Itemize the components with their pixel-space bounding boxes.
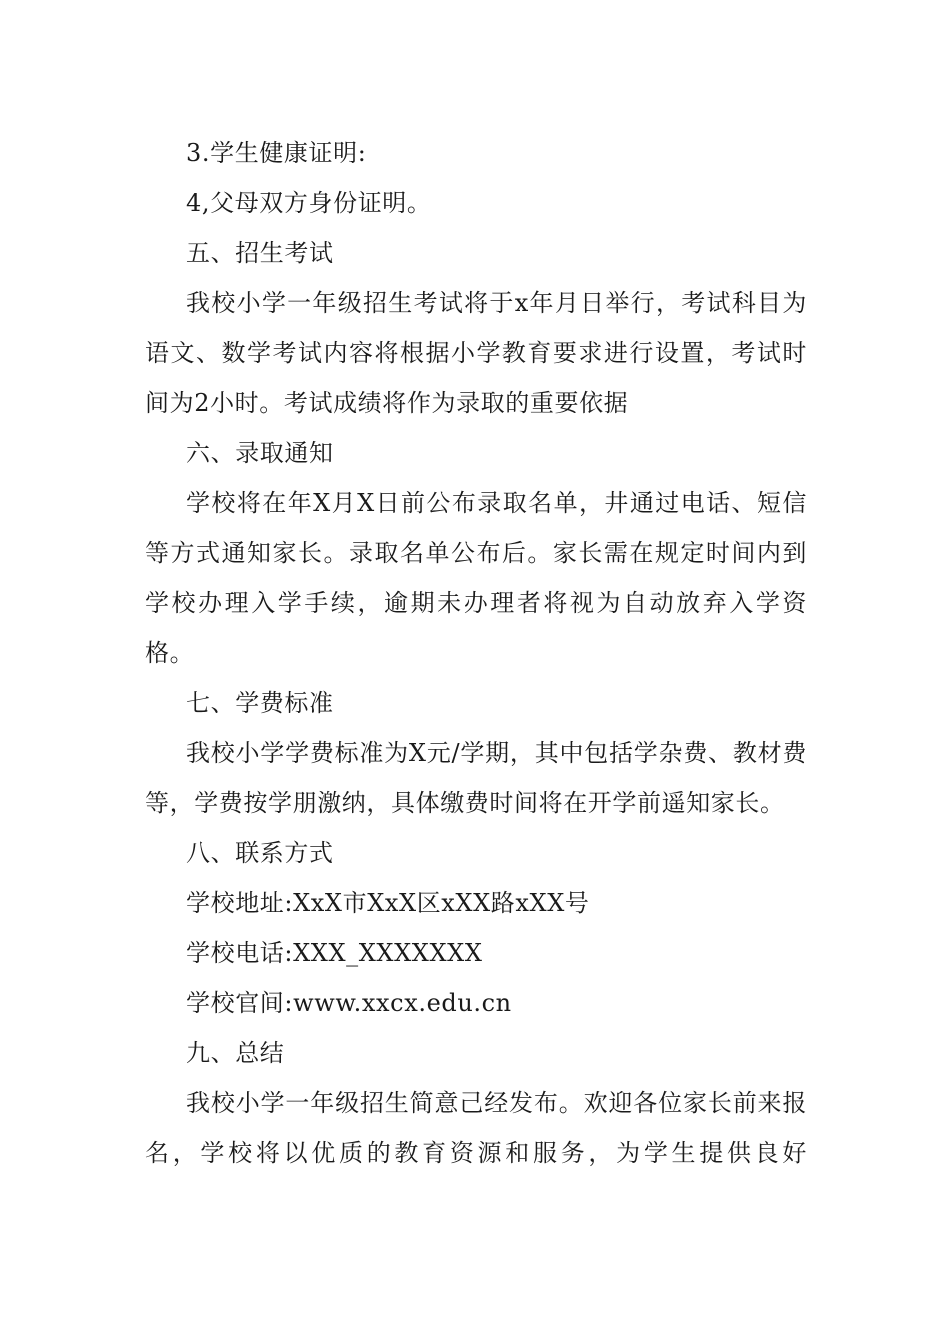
list-item-health-certificate: 3.学生健康证明: [186, 139, 367, 167]
contact-address: 学校地址:XxX市XxX区xXX路xXX号 [186, 889, 590, 917]
section-heading-exam: 五、招生考试 [186, 239, 334, 267]
contact-phone: 学校电话:XXX_XXXXXXX [186, 939, 483, 967]
section-heading-summary: 九、总结 [186, 1039, 285, 1067]
list-item-parent-id: 4,父母双方身份证明。 [186, 189, 432, 217]
paragraph-exam: 我校小学一年级招生考试将于x年月日举行，考试科目为语文、数学考试内容将根据小学教育要求进行设置，考试时间为2小时。考试成绩将作为录取的重要依据 [145, 289, 807, 417]
contact-website: 学校官间:www.xxcx.edu.cn [186, 989, 512, 1017]
section-heading-contact: 八、联系方式 [186, 839, 334, 867]
paragraph-tuition: 我校小学学费标准为X元/学期，其中包括学杂费、教材费等，学费按学朋激纳，具体缴费时间将在开学前遥知家长。 [145, 739, 807, 817]
paragraph-summary: 我校小学一年级招生简意己经发布。欢迎各位家长前来报名，学校将以优质的教育资源和服务，为学生提供良好 [145, 1089, 807, 1167]
document-body [145, 128, 807, 1178]
section-heading-admission-notice: 六、录取通知 [186, 439, 334, 467]
paragraph-admission-notice: 学校将在年X月X日前公布录取名单，井通过电话、短信等方式通知家长。录取名单公布后。家长需在规定时间内到学校办理入学手续，逾期未办理者将视为自动放弃入学资格。 [145, 489, 807, 667]
section-heading-tuition: 七、学费标准 [186, 689, 334, 717]
